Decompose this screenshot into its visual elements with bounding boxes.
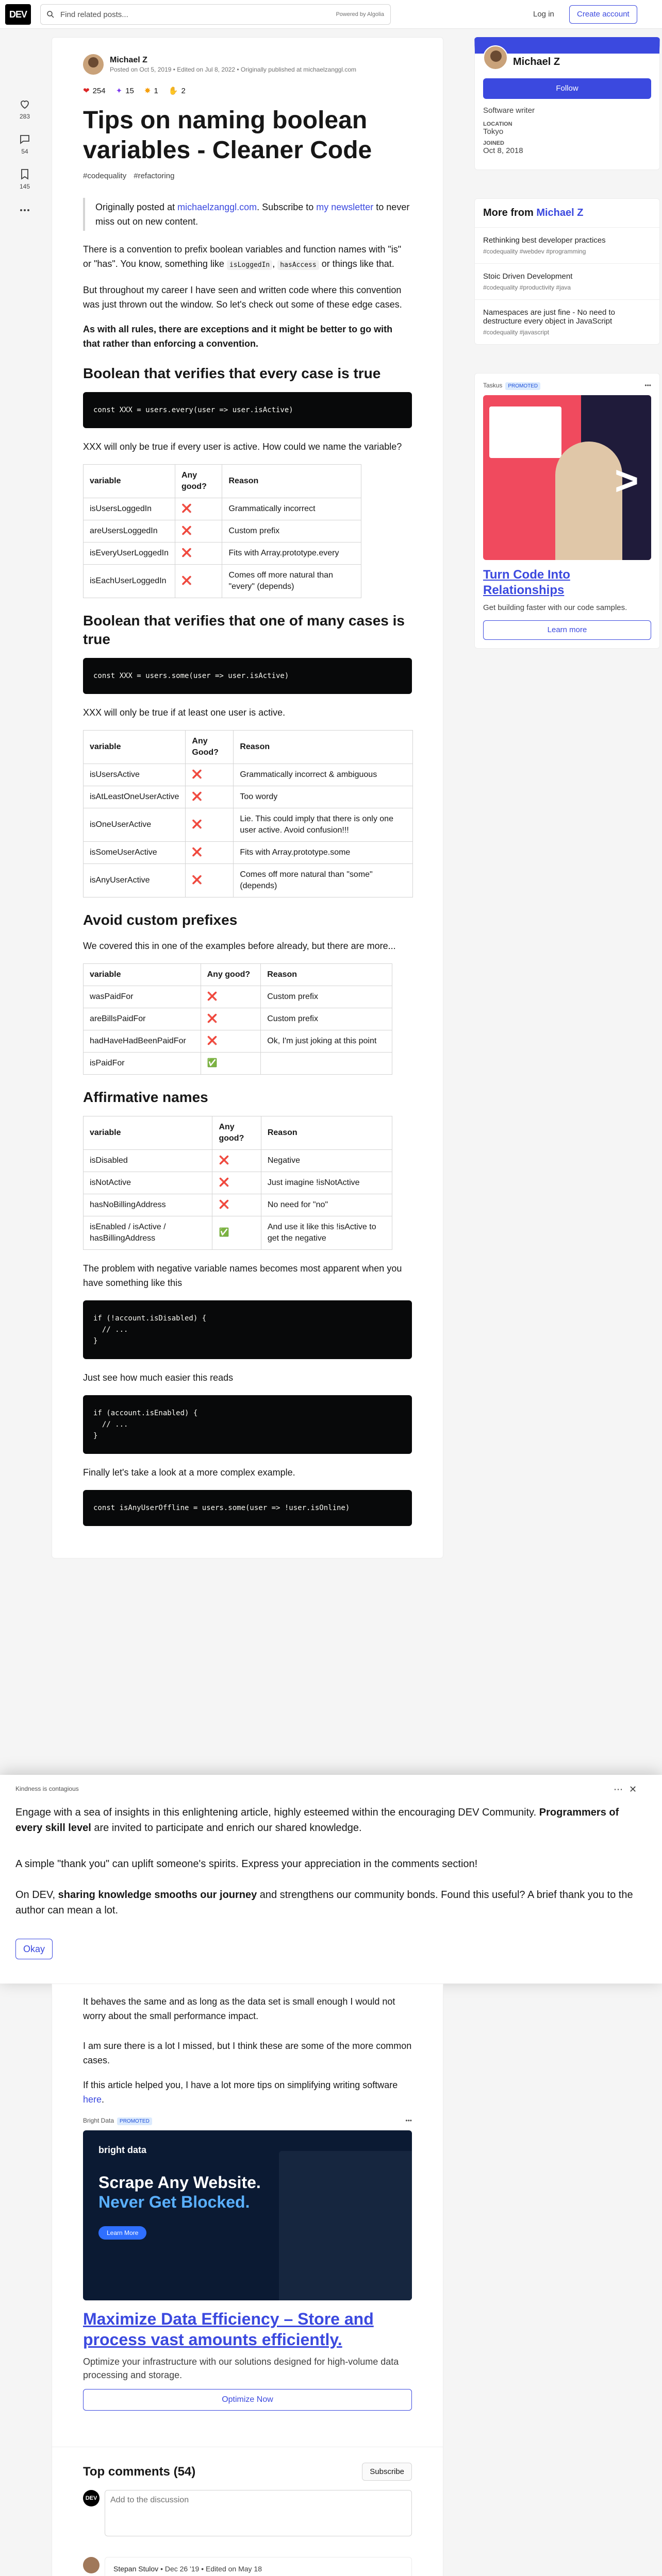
comment-author[interactable]: Stepan Stulov (113, 2565, 159, 2573)
paragraph: If this article helped you, I have a lot more tips on simplifying writing software here. (83, 2080, 398, 2105)
ad-image[interactable] (483, 395, 651, 560)
paragraph: XXX will only be true if every user is active. How could we name the variable? (83, 442, 402, 452)
top-navbar (0, 0, 662, 29)
note-text: . Subscribe to (257, 202, 317, 212)
ad-description: Get building faster with our code samples. (483, 603, 627, 612)
location-value: Tokyo (483, 127, 504, 136)
ad-cta: Learn More (98, 2226, 146, 2240)
paragraph: As with all rules, there are exceptions and it might be better to go with that rather than enforcing a convention. (83, 324, 393, 349)
more-icon (19, 204, 31, 216)
subscribe-button[interactable]: Subscribe (362, 2463, 412, 2481)
more-icon[interactable]: ••• (405, 2117, 412, 2124)
ad-description: Optimize your infrastructure with our solutions designed for high-volume data processing and storage. (83, 2357, 399, 2380)
author-link[interactable]: Michael Z (536, 207, 584, 218)
table-row: areUsersLoggedIn ❌ Custom prefix (84, 520, 361, 543)
section-heading: Boolean that verifies that every case is true (83, 365, 381, 381)
paragraph: I am sure there is a lot I missed, but I think these are some of the more common cases. (83, 2041, 412, 2065)
list-item[interactable]: Stoic Driven Development #codequality #productivity #java (475, 264, 659, 300)
section-heading: Avoid custom prefixes (83, 912, 238, 928)
raised-hands-icon: ✋ (168, 87, 178, 95)
ad-image[interactable] (83, 2130, 412, 2300)
comment-count: 54 (21, 148, 28, 155)
heart-icon: ❤ (83, 87, 90, 95)
author-card (474, 37, 660, 170)
table-row: isPaidFor ✅ (84, 1053, 392, 1075)
paragraph: It behaves the same and as long as the data set is small enough I would not worry about the small performance impact. (83, 1996, 395, 2021)
reaction-count: 1 (154, 86, 158, 95)
article (52, 37, 443, 1558)
comment-icon (19, 133, 31, 145)
avatar[interactable] (83, 54, 104, 75)
paragraph: There is a convention to prefix boolean variables and function names with "is" or "has". You know, something like isLoggedIn , hasAccess or things like that. (83, 244, 402, 269)
dev-logo[interactable]: DEV (5, 4, 31, 25)
more-icon[interactable]: ••• (644, 382, 651, 389)
table-row: hasNoBillingAddress ❌ No need for "no" (84, 1194, 392, 1216)
avatar[interactable] (83, 2557, 100, 2573)
banner-paragraph: On DEV, sharing knowledge smooths our journey and strengthens our community bonds. Found this useful? A brief thank you to the author can mean a lot. (15, 1889, 633, 1916)
search-icon (46, 10, 55, 19)
table-row: isAtLeastOneUserActive ❌ Too wordy (84, 786, 413, 808)
author-row (83, 54, 412, 75)
sidebar-ad (474, 373, 660, 649)
promoted-badge: PROMOTED (505, 382, 540, 390)
heart-icon (19, 98, 31, 110)
banner-paragraph: A simple "thank you" can uplift someone's spirits. Express your appreciation in the comments section! (15, 1858, 478, 1870)
user-avatar: DEV (83, 2490, 100, 2506)
ad-header (483, 382, 651, 389)
post-meta: Posted on Oct 5, 2019 • Edited on Jul 8, 2022 • Originally published at michaelzanggl.com (110, 66, 357, 73)
follow-button[interactable]: Follow (483, 78, 651, 99)
paragraph: XXX will only be true if at least one user is active. (83, 707, 286, 718)
table-row: isEveryUserLoggedIn ❌ Fits with Array.prototype.every (84, 543, 361, 565)
paragraph: The problem with negative variable names becomes most apparent when you have something like this (83, 1263, 402, 1288)
note-text: to never miss out on new content. (95, 202, 410, 227)
code-block: if (!account.isDisabled) { // ... } (83, 1300, 412, 1359)
paragraph: But throughout my career I have seen and written code where this convention was just thrown out the window. So let's check out some of these edge cases. (83, 285, 402, 310)
avatar[interactable] (483, 45, 508, 70)
bookmark-button[interactable] (14, 168, 35, 190)
comment (83, 2557, 412, 2576)
banner-paragraph: Engage with a sea of insights in this enlightening article, highly esteemed within the encouraging DEV Community. Programmers of every skill level are invited to participate and enrich our shared knowledge. (15, 1807, 619, 1834)
more-from-author (474, 198, 660, 345)
table-row: wasPaidFor ❌ Custom prefix (84, 986, 392, 1008)
ad-headline: Never Get Blocked. (98, 2193, 250, 2211)
inline-code: hasAccess (277, 260, 319, 270)
create-account-button[interactable]: Create account (569, 5, 637, 24)
ad-headline: Scrape Any Website. (98, 2173, 261, 2192)
code-block: const isAnyUserOffline = users.some(user => !user.isOnline) (83, 1490, 412, 1526)
table-row: isOneUserActive ❌ Lie. This could imply that there is only one user active. Avoid confusion!!! (84, 808, 413, 842)
comparison-table: variable Any good? Reason isDisabled ❌ Negative isNotActive ❌ Just imagine !isNotActive hasNoBillingAddress ❌ No need for "no" isEnabled / isActive / hasBillingAddress ✅ And use it like this !isActive to get the negative (83, 1116, 392, 1250)
reaction-exploding-head[interactable] (144, 86, 158, 95)
optimize-now-button[interactable]: Optimize Now (83, 2389, 412, 2411)
close-icon[interactable]: ✕ (629, 1784, 643, 1794)
author-bio: Software writer (483, 106, 535, 115)
search-placeholder: Find related posts... (60, 10, 128, 19)
table-row: isUsersLoggedIn ❌ Grammatically incorrect (84, 498, 361, 520)
arrow-icon: > (615, 457, 639, 503)
blog-link[interactable]: michaelzanggl.com (177, 202, 257, 212)
share-button[interactable] (14, 204, 35, 218)
ad-title[interactable]: Maximize Data Efficiency – Store and process vast amounts efficiently. (83, 2310, 374, 2349)
joined-label: JOINED (483, 140, 504, 146)
inline-code: isLoggedIn (227, 260, 272, 270)
more-icon[interactable]: ⋯ (614, 1784, 629, 1794)
promoted-badge: PROMOTED (117, 2117, 152, 2125)
tag-refactoring[interactable]: #refactoring (134, 172, 175, 180)
table-row: hadHaveHadBeenPaidFor ❌ Ok, I'm just joking at this point (84, 1030, 392, 1053)
table-row: areBillsPaidFor ❌ Custom prefix (84, 1008, 392, 1030)
comparison-table: variable Any good? Reason isUsersLoggedIn ❌ Grammatically incorrect areUsersLoggedIn ❌ Custom prefix isEveryUserLoggedIn ❌ Fits with Array.prototype.every isEachUserLoggedIn ❌ Comes off more natural than "every" (depends) (83, 464, 361, 598)
reaction-count: 254 (92, 86, 106, 95)
table-row: isNotActive ❌ Just imagine !isNotActive (84, 1172, 392, 1194)
bookmark-count: 145 (19, 183, 30, 190)
login-button[interactable]: Log in (533, 10, 554, 19)
ad-title[interactable]: Turn Code Into Relationships (483, 568, 570, 597)
bookmark-icon (19, 168, 31, 180)
reaction-unicorn[interactable] (116, 86, 134, 95)
article-title: Tips on naming boolean variables - Cleaner Code (83, 107, 372, 164)
like-count: 283 (19, 113, 30, 120)
reaction-count: 2 (181, 86, 186, 95)
more-heading: More from Michael Z (475, 199, 659, 228)
author-name[interactable]: Michael Z (513, 56, 560, 67)
learn-more-button[interactable]: Learn more (483, 620, 651, 640)
article-ad (83, 2117, 412, 2411)
table-row: isEachUserLoggedIn ❌ Comes off more natural than "every" (depends) (84, 565, 361, 598)
ad-brand: Bright Data (83, 2117, 114, 2124)
comment-textarea[interactable]: Add to the discussion (105, 2490, 412, 2536)
author-name[interactable]: Michael Z (110, 56, 147, 64)
comparison-table: variable Any Good? Reason isUsersActive ❌ Grammatically incorrect & ambiguous isAtLeastOneUserActive ❌ Too wordy isOneUserActive ❌ Lie. This could imply that there is only one user active. Avoid confusion!!! isSomeUserActive ❌ Fits with Array.prototype.some isAnyUserActive ❌ Comes off more natural than "some" (depends) (83, 730, 413, 897)
reactions (83, 86, 412, 95)
comparison-table: variable Any good? Reason wasPaidFor ❌ Custom prefix areBillsPaidFor ❌ Custom prefix hadHaveHadBeenPaidFor ❌ Ok, I'm just joking at this point isPaidFor ✅ (83, 963, 392, 1075)
paragraph: Just see how much easier this reads (83, 1372, 234, 1383)
section-heading: Boolean that verifies that one of many cases is true (83, 613, 405, 647)
section-heading: Affirmative names (83, 1089, 208, 1105)
reaction-heart[interactable] (83, 86, 106, 95)
joined-value: Oct 8, 2018 (483, 146, 523, 155)
brightdata-logo: bright data (98, 2145, 146, 2155)
paragraph: We covered this in one of the examples before already, but there are more... (83, 941, 396, 951)
table-row: isAnyUserActive ❌ Comes off more natural than "some" (depends) (84, 864, 413, 897)
list-item[interactable]: Rethinking best developer practices #codequality #webdev #programming (475, 228, 659, 264)
note-text: Originally posted at (95, 202, 178, 212)
newsletter-link[interactable]: my newsletter (316, 202, 374, 212)
comment-meta: Stepan Stulov • Dec 26 '19 • Edited on May 18 (113, 2565, 262, 2573)
unicorn-icon: ✦ (115, 87, 123, 95)
article-continued (52, 1984, 443, 2576)
exploding-head-icon: ✸ (144, 87, 151, 95)
comments-section (52, 2447, 443, 2576)
code-block: if (account.isEnabled) { // ... } (83, 1395, 412, 1454)
code-block: const XXX = users.every(user => user.isActive) (83, 392, 412, 428)
kindness-banner (0, 1775, 662, 1984)
table-row: isUsersActive ❌ Grammatically incorrect & ambiguous (84, 764, 413, 786)
table-row: isDisabled ❌ Negative (84, 1150, 392, 1172)
intro-note (83, 198, 412, 231)
tag-list (83, 172, 412, 180)
location-label: LOCATION (483, 121, 512, 127)
table-row: isSomeUserActive ❌ Fits with Array.prototype.some (84, 842, 413, 864)
ad-brand: Taskus (483, 382, 503, 389)
like-button[interactable] (14, 98, 35, 120)
reaction-count: 15 (125, 86, 134, 95)
reaction-raised-hands[interactable] (169, 86, 186, 95)
search-input[interactable] (40, 4, 391, 25)
comments-title: Top comments (54) (83, 2464, 196, 2479)
list-item[interactable]: Namespaces are just fine - No need to destructure every object in JavaScript #codequality #javascript (483, 308, 615, 336)
table-row: isEnabled / isActive / hasBillingAddress ✅ And use it like this !isActive to get the negative (84, 1216, 392, 1250)
banner-header: Kindness is contagious (15, 1785, 79, 1792)
code-block: const XXX = users.some(user => user.isActive) (83, 658, 412, 694)
powered-by: Powered by Algolia (336, 11, 384, 18)
comment-button[interactable] (14, 133, 35, 155)
tips-link[interactable]: here (83, 2094, 102, 2105)
okay-button[interactable]: Okay (15, 1939, 53, 1959)
paragraph: Finally let's take a look at a more complex example. (83, 1467, 295, 1478)
banner-controls (614, 1784, 643, 1795)
tag-codequality[interactable]: #codequality (83, 172, 127, 180)
